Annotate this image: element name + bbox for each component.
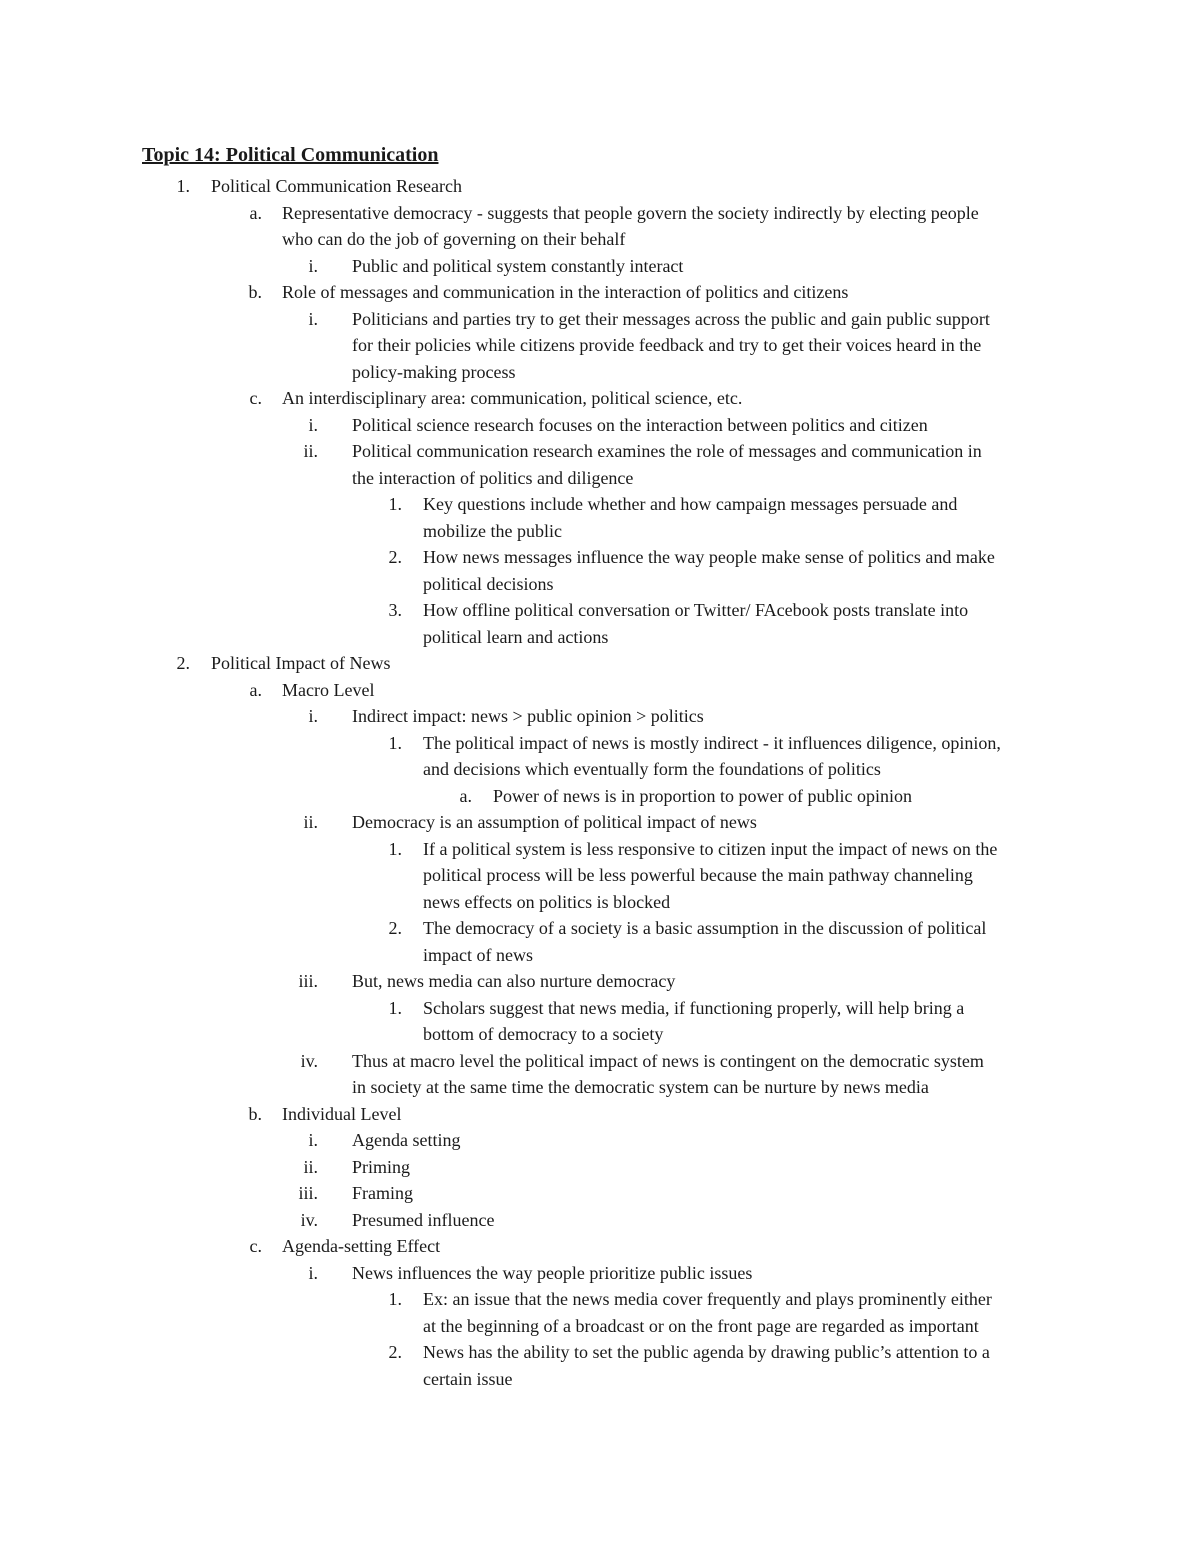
outline-text-line: Agenda-setting Effect — [282, 1236, 441, 1256]
outline-text-line: Political communication research examines the role of messages and communication in — [352, 441, 982, 461]
outline-text-line: Priming — [352, 1156, 411, 1177]
outline-text — [352, 412, 928, 439]
outline-marker: iii. — [298, 1183, 318, 1203]
outline-text — [352, 809, 757, 836]
outline-text-line: Macro Level — [282, 679, 375, 700]
outline-text-line: news effects on politics is blocked — [423, 891, 671, 912]
outline-text — [282, 677, 374, 704]
outline-text-line: Indirect impact: news > public opinion > politics — [352, 706, 704, 726]
outline-marker: i. — [308, 255, 318, 276]
outline-marker: i. — [308, 308, 318, 329]
outline-marker: ii. — [303, 441, 318, 461]
outline-text-line: Political Communication Research — [211, 176, 462, 196]
outline-text — [352, 1154, 410, 1181]
outline-text — [352, 438, 982, 491]
outline-marker: i. — [308, 1130, 318, 1150]
outline-marker: c. — [249, 388, 262, 408]
outline-marker: 2. — [388, 1342, 402, 1362]
outline-text-line: Key questions include whether and how campaign messages persuade and — [423, 494, 958, 514]
outline-text-line: for their policies while citizens provide feedback and try to get their voices heard in the — [352, 335, 982, 355]
outline-text-line: mobilize the public — [423, 520, 562, 541]
outline-text — [493, 783, 912, 810]
outline-marker: iii. — [298, 971, 318, 991]
outline-text-line: at the beginning of a broadcast or on the front page are regarded as important — [423, 1315, 979, 1336]
outline-text-line: political decisions — [423, 573, 554, 594]
outline-text-line: political learn and actions — [423, 626, 609, 647]
outline-text — [352, 306, 990, 386]
outline-text — [352, 968, 675, 995]
outline-text — [282, 1101, 401, 1128]
outline-text — [352, 253, 683, 280]
outline-text — [352, 1260, 752, 1287]
outline-marker: c. — [249, 1236, 262, 1256]
outline-marker: 3. — [388, 600, 402, 620]
outline-text — [423, 836, 997, 916]
outline-text-line: The political impact of news is mostly indirect - it influences diligence, opinion, — [423, 732, 1001, 753]
outline-marker: 2. — [388, 918, 402, 938]
outline-marker: iv. — [300, 1209, 318, 1230]
outline-text-line: How news messages influence the way people make sense of politics and make — [423, 547, 995, 567]
outline-marker: 1. — [388, 732, 402, 753]
document-title: Topic 14: Political Communication — [142, 144, 439, 166]
outline-text-line: policy-making process — [352, 361, 516, 382]
outline-text — [352, 1180, 413, 1207]
outline-marker: 1. — [388, 838, 402, 859]
outline-text-line: Political science research focuses on the interaction between politics and citizen — [352, 414, 928, 435]
outline-marker: ii. — [303, 812, 318, 832]
outline-text — [352, 1207, 494, 1234]
outline-text-line: in society at the same time the democratic system can be nurture by news media — [352, 1077, 929, 1097]
outline-marker: a. — [249, 679, 262, 700]
outline-text-line: and decisions which eventually form the foundations of politics — [423, 759, 881, 779]
outline-text-line: bottom of democracy to a society — [423, 1024, 664, 1044]
outline-text — [282, 279, 848, 306]
outline-text-line: Ex: an issue that the news media cover frequently and plays prominently either — [423, 1289, 992, 1309]
outline-text — [423, 1339, 990, 1392]
outline-text — [423, 730, 1001, 783]
outline-marker: ii. — [303, 1156, 318, 1177]
outline-text — [211, 650, 390, 677]
outline-marker: 2. — [176, 653, 190, 673]
outline-text — [282, 1233, 440, 1260]
outline-text — [352, 1127, 460, 1154]
outline-text-line: Political Impact of News — [211, 653, 391, 673]
outline-text — [211, 173, 462, 200]
outline-text — [282, 385, 742, 412]
outline-text-line: Politicians and parties try to get their messages across the public and gain public support — [352, 308, 990, 329]
outline-text-line: The democracy of a society is a basic assumption in the discussion of political — [423, 918, 987, 938]
outline-text-line: Public and political system constantly interact — [352, 255, 684, 276]
outline-text-line: News has the ability to set the public agenda by drawing public’s attention to a — [423, 1342, 990, 1362]
outline-text — [352, 703, 704, 730]
outline-text — [423, 544, 995, 597]
outline-text-line: An interdisciplinary area: communication, political science, etc. — [282, 388, 743, 408]
outline-text — [423, 597, 968, 650]
outline-marker: 1. — [388, 1289, 402, 1309]
outline-text-line: political process will be less powerful because the main pathway channeling — [423, 865, 973, 885]
outline-text-line: Scholars suggest that news media, if functioning properly, will help bring a — [423, 997, 965, 1018]
outline-marker: i. — [308, 414, 318, 435]
outline-text-line: Power of news is in proportion to power of public opinion — [493, 785, 912, 806]
outline-marker: b. — [248, 1103, 262, 1124]
outline-text-line: the interaction of politics and diligence — [352, 467, 634, 488]
outline-marker: a. — [459, 785, 472, 806]
outline-text-line: who can do the job of governing on their behalf — [282, 229, 626, 249]
outline-text-line: Individual Level — [282, 1103, 402, 1124]
outline-text-line: But, news media can also nurture democracy — [352, 971, 676, 991]
outline-text-line: certain issue — [423, 1368, 513, 1389]
outline-text — [352, 1048, 984, 1101]
outline-text-line: Democracy is an assumption of political impact of news — [352, 812, 757, 832]
outline-text — [423, 995, 964, 1048]
outline-marker: 2. — [388, 547, 402, 567]
outline-text — [423, 915, 986, 968]
outline-text-line: Representative democracy - suggests that people govern the society indirectly by electing people — [282, 202, 979, 223]
outline-text — [423, 491, 957, 544]
outline-text-line: Presumed influence — [352, 1209, 495, 1230]
outline-marker: a. — [249, 202, 262, 223]
outline-text — [423, 1286, 992, 1339]
outline-marker: 1. — [388, 997, 402, 1018]
outline-marker: 1. — [176, 176, 190, 196]
outline-text-line: News influences the way people prioritize public issues — [352, 1262, 753, 1283]
outline-marker: b. — [248, 282, 262, 302]
outline-text-line: impact of news — [423, 944, 533, 965]
outline-text-line: Agenda setting — [352, 1130, 461, 1150]
outline-marker: iv. — [300, 1050, 318, 1071]
outline-marker: i. — [308, 706, 318, 726]
outline-text-line: How offline political conversation or Twitter/ FAcebook posts translate into — [423, 600, 969, 620]
outline-marker: i. — [308, 1262, 318, 1283]
outline-text-line: Framing — [352, 1183, 413, 1203]
outline-text-line: Role of messages and communication in the interaction of politics and citizens — [282, 282, 849, 302]
outline-marker: 1. — [388, 494, 402, 514]
outline-text-line: Thus at macro level the political impact of news is contingent on the democratic system — [352, 1050, 984, 1071]
outline-text-line: If a political system is less responsive to citizen input the impact of news on the — [423, 838, 998, 859]
outline-text — [282, 200, 979, 253]
